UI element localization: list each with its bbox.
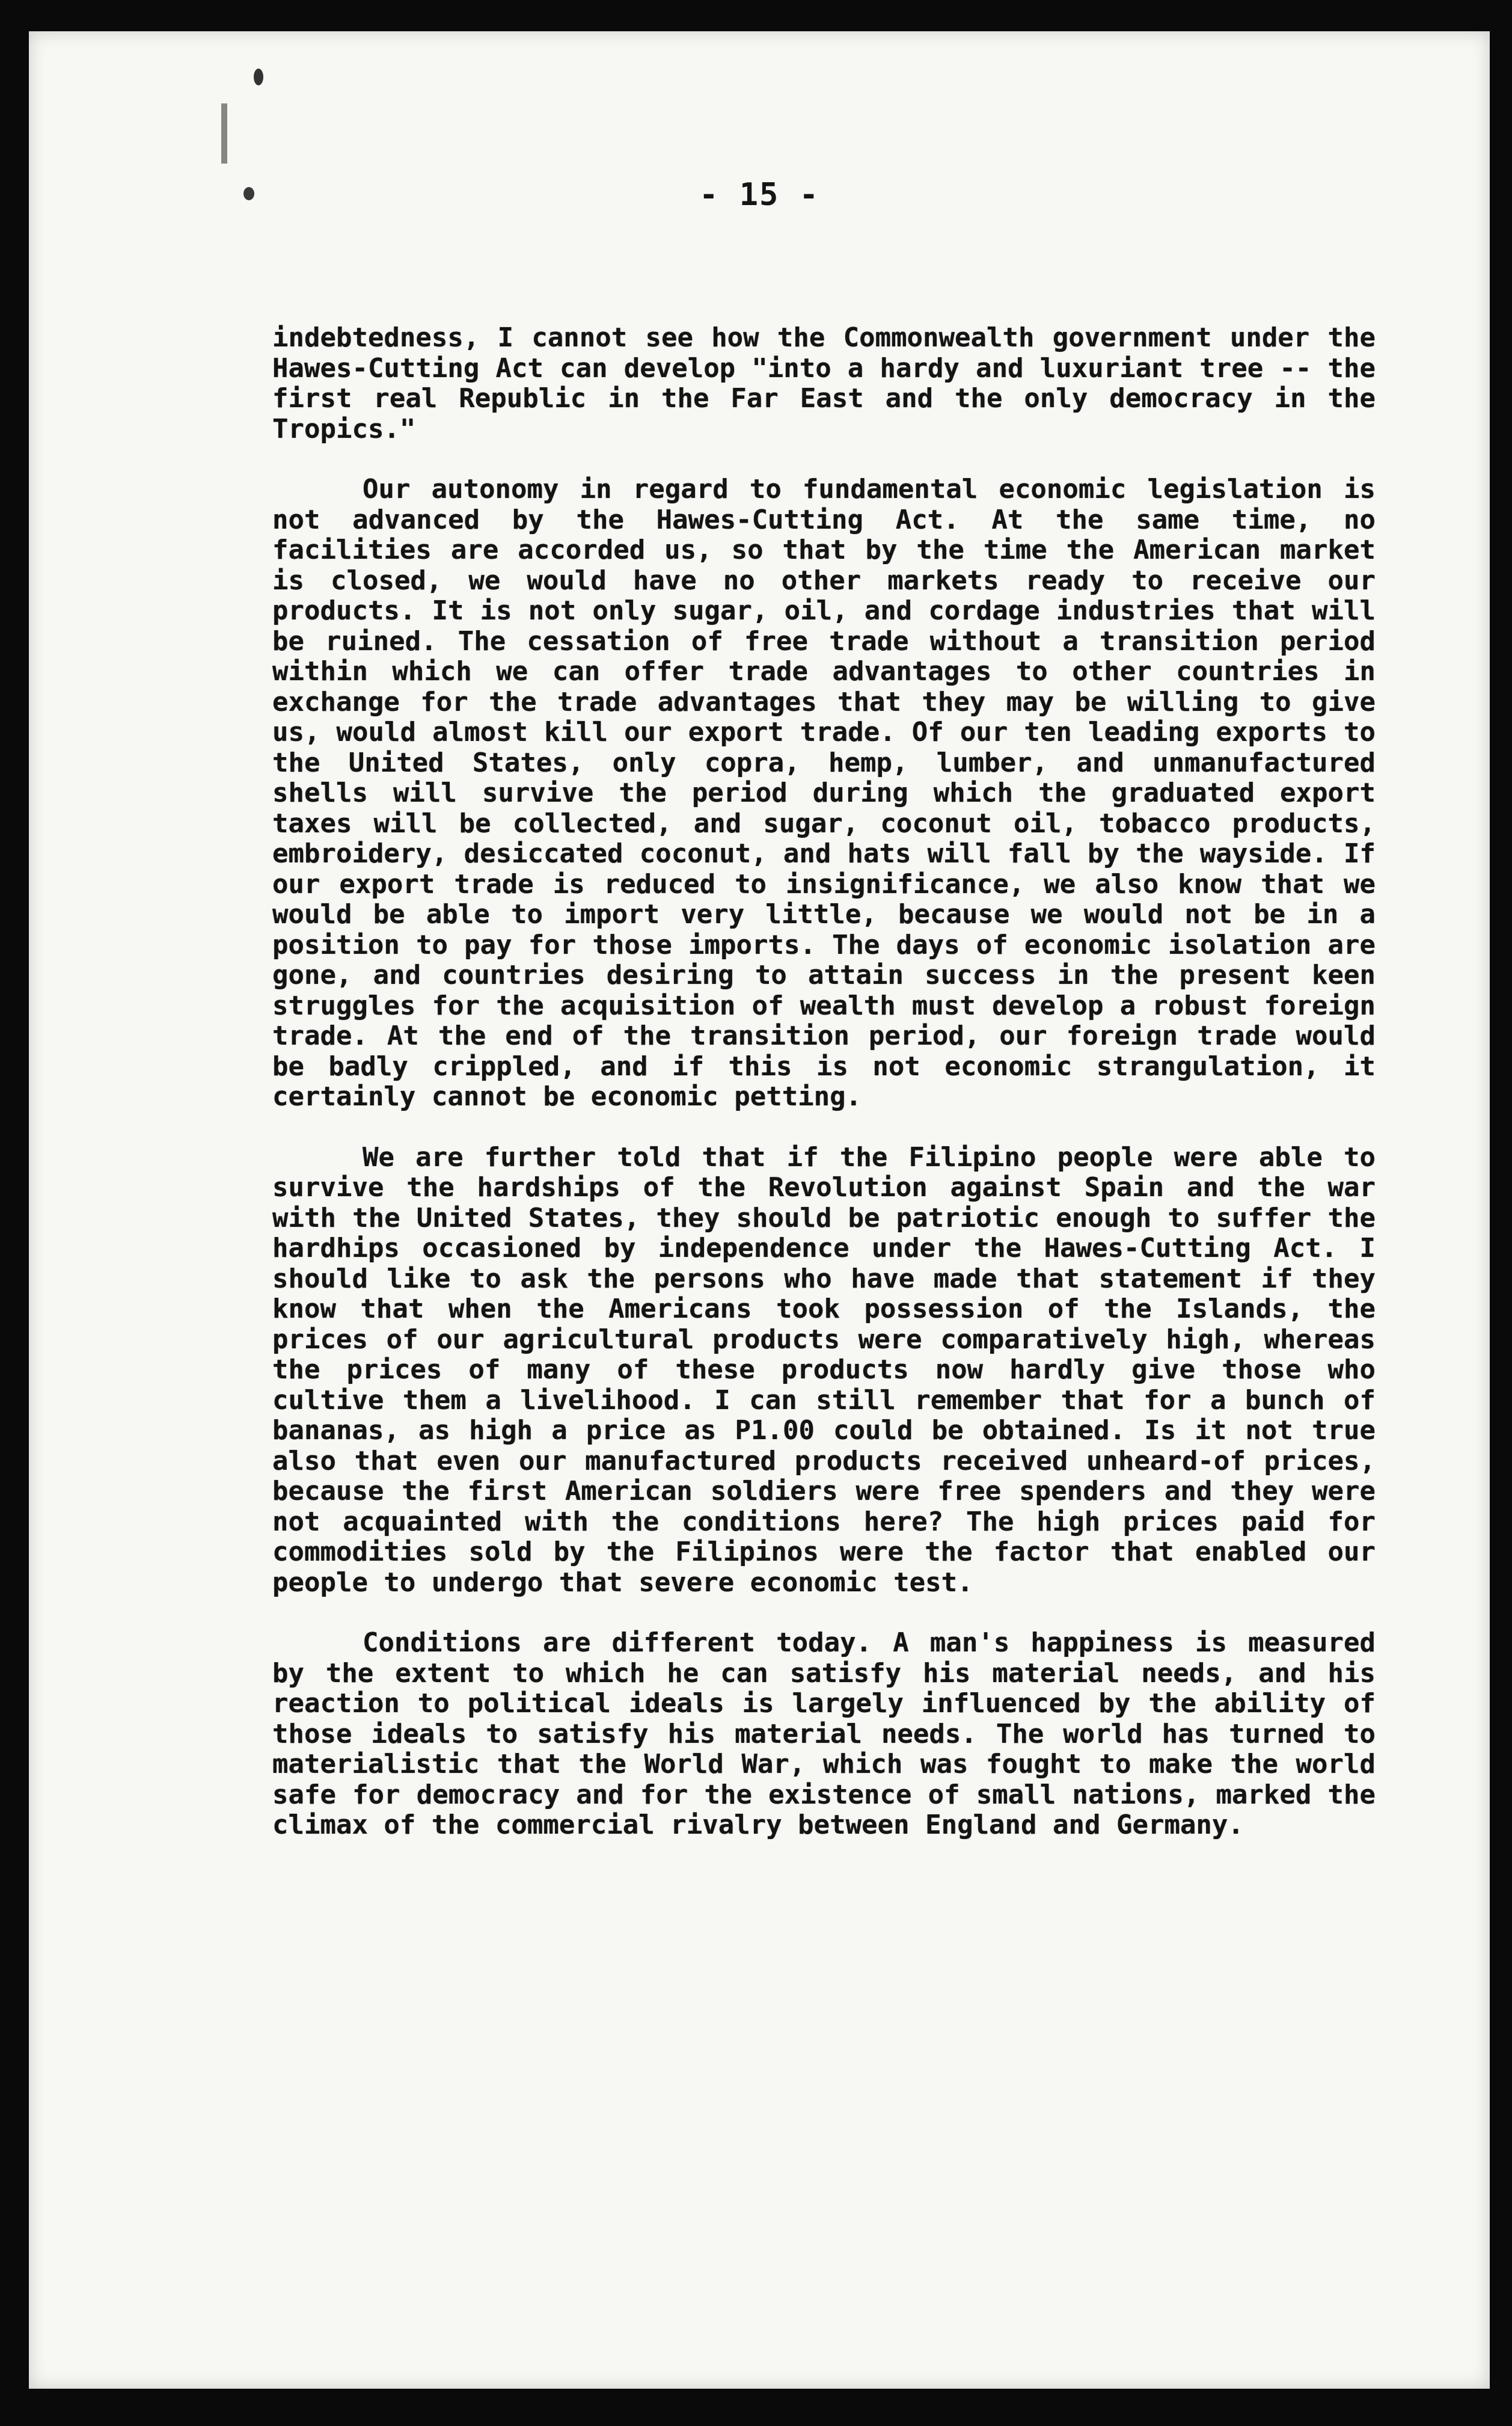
speck-mark	[221, 103, 227, 164]
speck-mark	[254, 69, 263, 85]
paragraph-2: Our autonomy in regard to fundamental economic legislation is not advanced by the Hawes-Cutting Act. At the same time, no facilities are accorded us, so that by the time the American market is closed, we would have no other markets ready to receive our products. It is not only sugar, oil, and cordage industries that will be ruined. The cessation of free trade without a transition period within which we can offer trade advantages to other countries in exchange for the trade advantages that they may be willing to give us, would almost kill our export trade. Of our ten leading exports to the United States, only copra, hemp, lumber, and unmanufactured shells will survive the period during which the graduated export taxes will be collected, and sugar, coconut oil, tobacco products, embroidery, desiccated coconut, and hats will fall by the wayside. If our export trade is reduced to insignificance, we also know that we would be able to import very little, because we would not be in a position to pay for those imports. The days of economic isolation are gone, and countries desiring to attain success in the present keen struggles for the acquisition of wealth must develop a robust foreign trade. At the end of the transition period, our foreign trade would be badly crippled, and if this is not economic strangulation, it certainly cannot be economic petting.	[272, 474, 1376, 1112]
document-page	[29, 31, 1490, 2389]
paragraph-1: indebtedness, I cannot see how the Commonwealth government under the Hawes-Cutting Act can develop "into a hardy and luxuriant tree -- the first real Republic in the Far East and the only democracy in the Tropics."	[272, 322, 1376, 444]
document-body	[272, 323, 1376, 1871]
page-number: - 15 -	[699, 177, 819, 213]
paragraph-3: We are further told that if the Filipino people were able to survive the hardships of the Revolution against Spain and the war with the United States, they should be patriotic enough to suffer the hardhips occasioned by independence under the Hawes-Cutting Act. I should like to ask the persons who have made that statement if they know that when the Americans took possession of the Islands, the prices of our agricultural products were comparatively high, whereas the prices of many of these products now hardly give those who cultive them a livelihood. I can still remember that for a bunch of bananas, as high a price as P1.00 could be obtained. Is it not true also that even our manufactured products received unheard-of prices, because the first American soldiers were free spenders and they were not acquainted with the conditions here? The high prices paid for commodities sold by the Filipinos were the factor that enabled our people to undergo that severe economic test.	[272, 1141, 1376, 1598]
paragraph-4: Conditions are different today. A man's happiness is measured by the extent to which he can satisfy his material needs, and his reaction to political ideals is largely influenced by the ability of those ideals to satisfy his material needs. The world has turned to materialistic that the World War, which was fought to make the world safe for democracy and for the existence of small nations, marked the climax of the commercial rivalry between England and Germany.	[272, 1627, 1376, 1840]
